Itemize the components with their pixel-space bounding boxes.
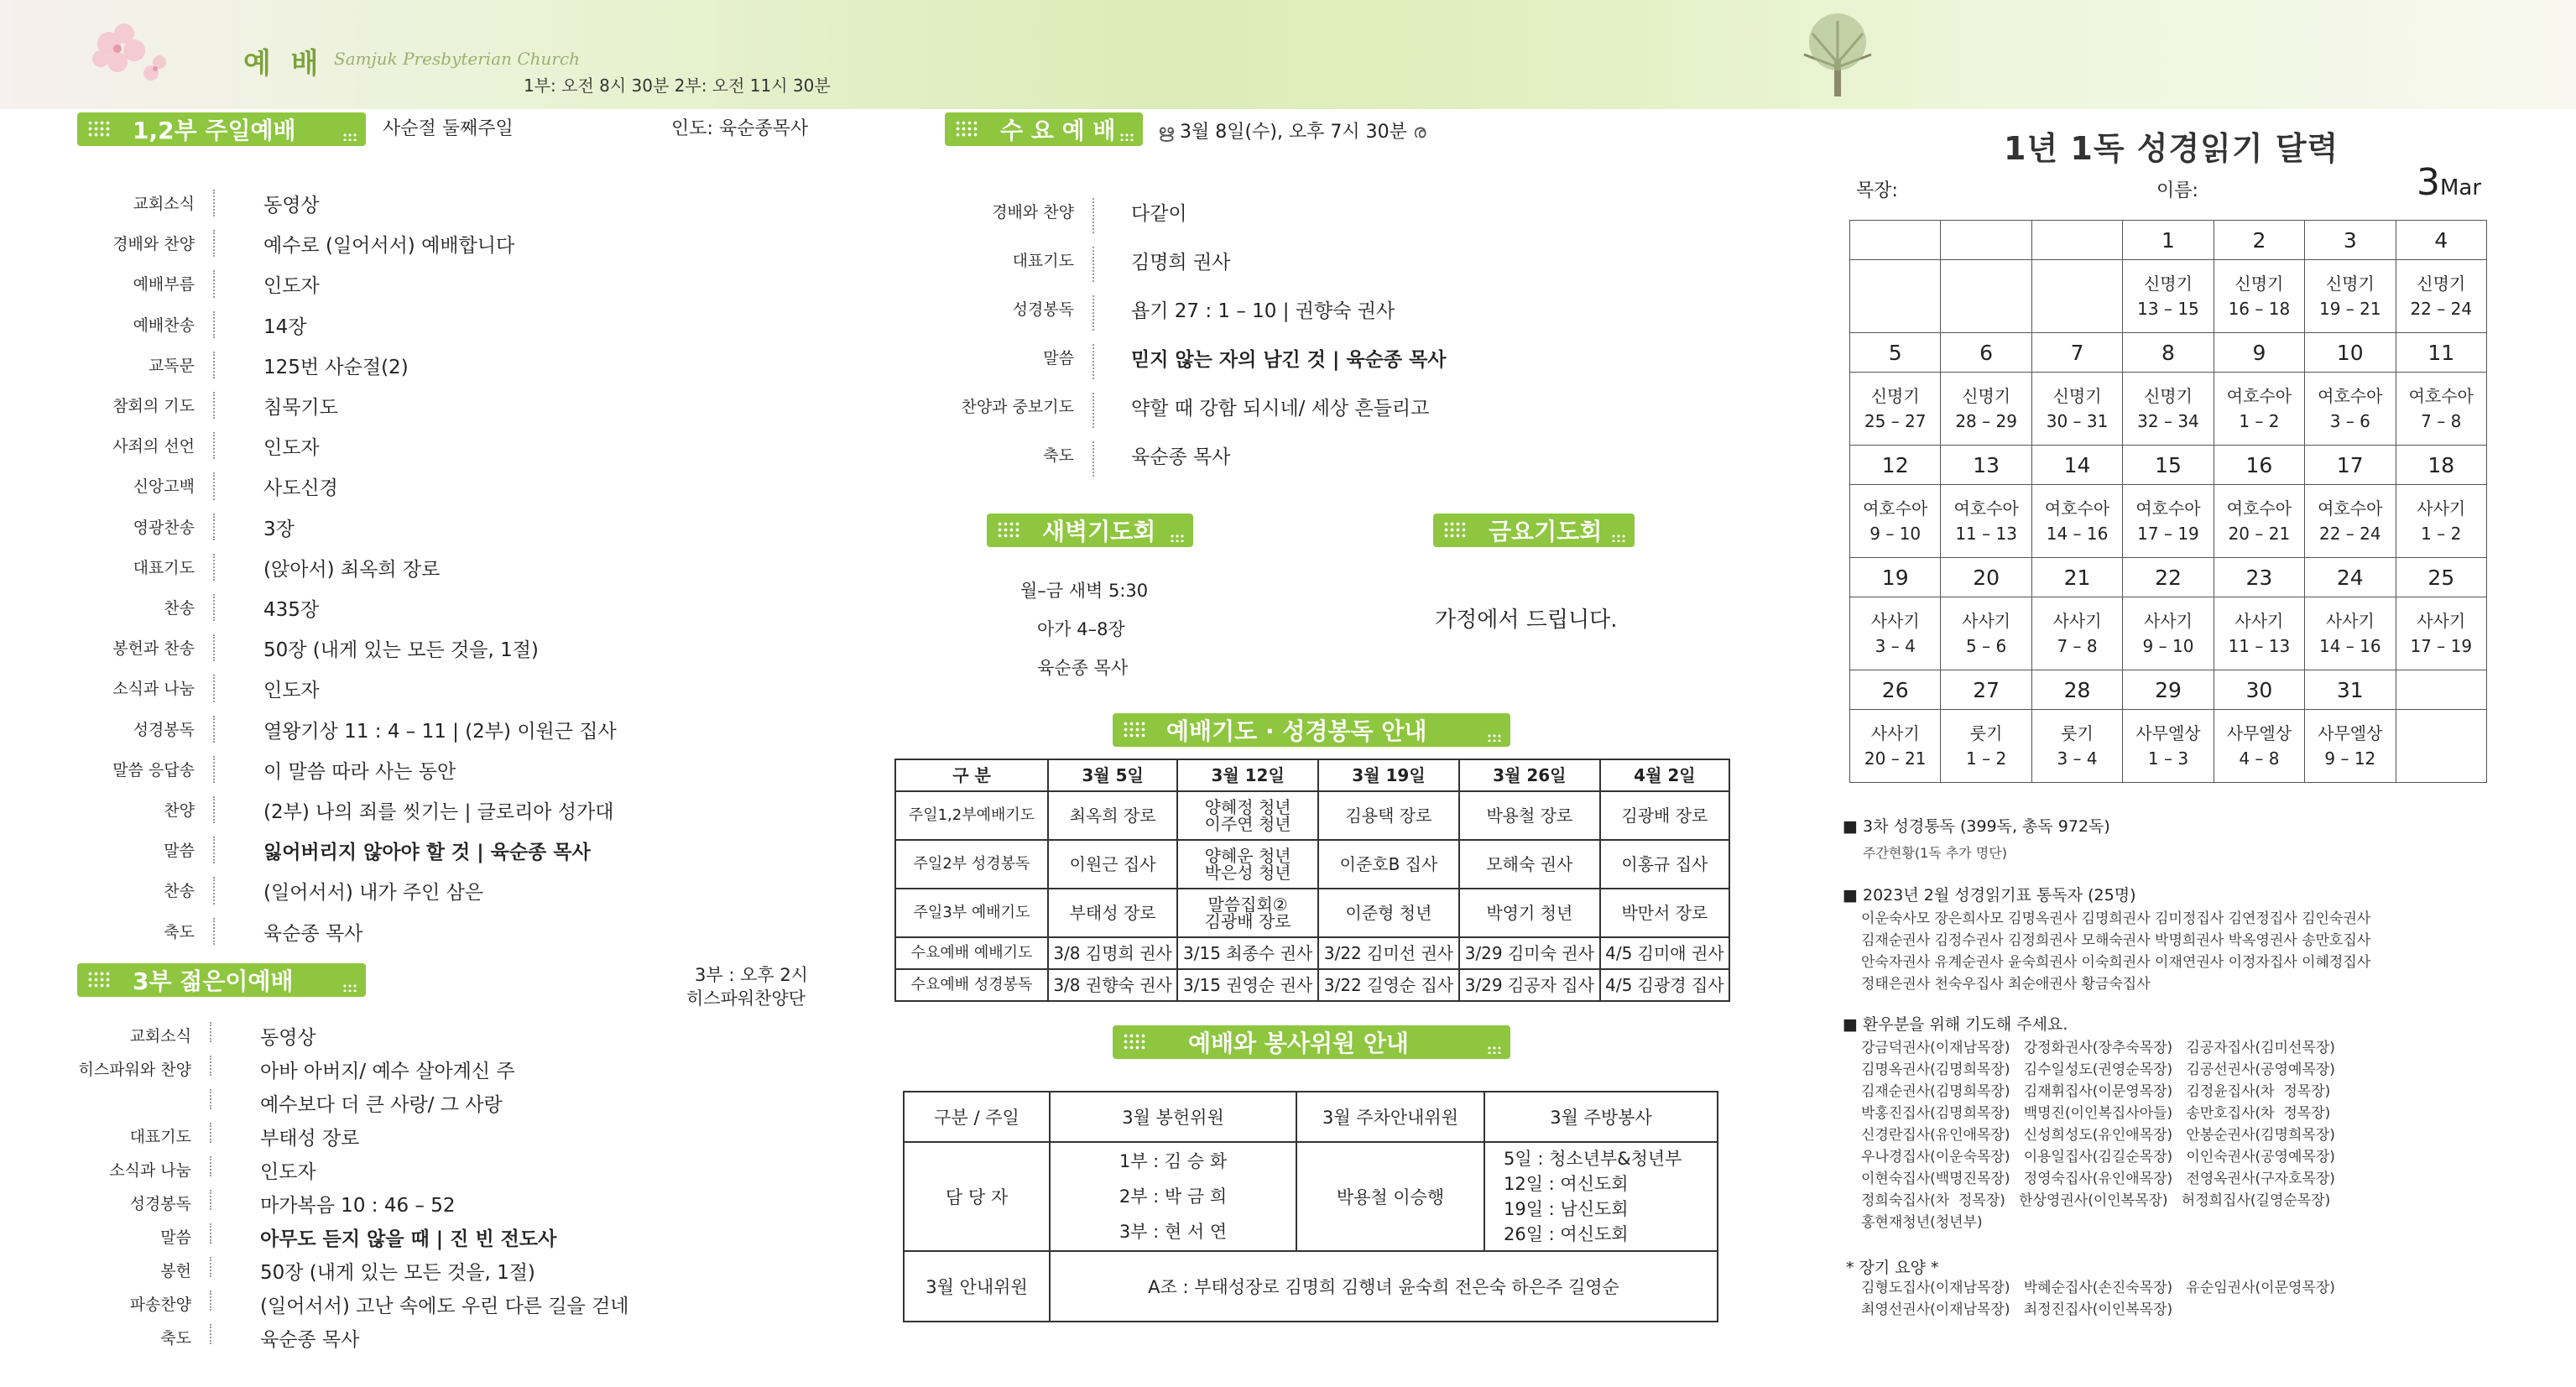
cal-day-4-1: 27: [1941, 670, 2031, 710]
kitchen-3: 19일 : 남신도회: [1504, 1199, 1629, 1219]
cal-day-4-6: [2396, 670, 2486, 710]
sunday-separator-9: [213, 554, 216, 581]
youth-value-4: 인도자: [260, 1161, 316, 1183]
sunday-label-3: 예배찬송: [133, 315, 195, 335]
sunday-value-12: 인도자: [263, 680, 320, 702]
friday-prayer-title: 금요기도회: [1433, 514, 1635, 547]
cal-reading-3-6: 사사기 17 – 19: [2396, 597, 2486, 670]
cal-reading-3-1: 사사기 5 – 6: [1941, 597, 2031, 670]
sunday-label-8: 영광찬송: [133, 518, 195, 537]
wed-separator-4: [1092, 393, 1096, 428]
sunday-value-2: 인도자: [263, 275, 320, 298]
tree-icon: [1787, 8, 1888, 101]
youth-separator-2: [210, 1089, 213, 1109]
notice-3: ■ 환우분을 위해 기도해 주세요.: [1843, 1015, 2068, 1034]
st-header-2: 3월 주차안내위원: [1296, 1092, 1484, 1142]
pt-header-1: 3월 5일: [1048, 759, 1177, 791]
pt-cell-2-4: 박영기 청년: [1459, 889, 1600, 937]
wed-separator-3: [1092, 344, 1096, 379]
sunday-label-13: 성경봉독: [133, 720, 195, 739]
dawn-prayer-title: 새벽기도회: [987, 514, 1193, 547]
pt-header-5: 4월 2일: [1600, 759, 1729, 791]
pt-cell-4-4: 3/29 김공자 집사: [1459, 969, 1600, 1001]
cal-day-2-0: 12: [1850, 446, 1941, 485]
pt-cell-0-2: 양혜정 청년 이주연 청년: [1177, 791, 1318, 840]
youth-choir: 히스파워찬양단: [686, 988, 806, 1009]
cal-reading-3-5: 사사기 14 – 16: [2305, 597, 2396, 670]
pt-cell-4-2: 3/15 권영순 권사: [1177, 969, 1318, 1001]
pt-cell-0-1: 최옥희 장로: [1048, 791, 1177, 840]
notice-2-list: 이운숙사모 장은희사모 김명옥권사 김명희권사 김미정집사 김연정집사 김인숙권사 김재순권사 김정수권사 김정희권사 모해숙권사 박명희권사 박옥영권사 송만호집사 안숙자권사 유계순권사 윤숙희권사 이숙희권사 이재연권사 이정자집사 이혜정집사 정태은권사 천숙우집사 최순애권사 황금숙집사: [1861, 910, 2371, 993]
sunday-service-title: 1,2부 주일예배: [77, 112, 366, 146]
cal-reading-4-6: [2396, 710, 2486, 783]
church-name-script: Samjuk Presbyterian Church: [334, 49, 581, 69]
sunday-value-16: 잃어버리지 않아야 할 것 | 육순종 목사: [263, 842, 591, 864]
notice-1: ■ 3차 성경통독 (399독, 총독 972독): [1843, 817, 2110, 836]
st-header-3: 3월 주방봉사: [1484, 1092, 1718, 1142]
pt-header-4: 3월 26일: [1459, 759, 1600, 791]
sunday-leader: 인도: 육순종목사: [671, 118, 809, 139]
cal-reading-1-5: 여호수아 3 – 6: [2305, 373, 2396, 446]
cal-reading-0-6: 신명기 22 – 24: [2396, 260, 2486, 333]
parish-label: 목장:: [1856, 180, 1898, 201]
sunday-value-0: 동영상: [263, 195, 320, 216]
cal-reading-3-3: 사사기 9 – 10: [2123, 597, 2214, 670]
youth-separator-4: [210, 1156, 213, 1176]
cal-reading-4-0: 사사기 20 – 21: [1850, 710, 1941, 783]
prayer-table-title: 예배기도 · 성경봉독 안내: [1113, 713, 1510, 747]
cal-day-0-6: 4: [2396, 221, 2486, 260]
youth-separator-8: [210, 1291, 213, 1311]
cal-day-4-2: 28: [2031, 670, 2122, 710]
st-header-1: 3월 봉헌위원: [1050, 1092, 1296, 1142]
cal-reading-2-2: 여호수아 14 – 16: [2031, 485, 2122, 558]
st-kitchen: [1484, 1142, 1718, 1251]
reading-calendar: [1849, 220, 2487, 783]
youth-service-title: 3부 젊은이예배: [77, 963, 366, 997]
youth-value-0: 동영상: [260, 1027, 316, 1049]
wed-value-2: 욥기 27 : 1 – 10 | 권향숙 권사: [1131, 300, 1395, 322]
cal-reading-1-0: 신명기 25 – 27: [1850, 373, 1941, 446]
wed-separator-0: [1092, 198, 1096, 233]
cal-reading-1-4: 여호수아 1 – 2: [2214, 373, 2304, 446]
cal-day-0-2: [2031, 221, 2122, 260]
sunday-value-15: (2부) 나의 죄를 씻기는 | 글로리아 성가대: [263, 801, 614, 823]
cal-day-3-4: 23: [2214, 558, 2304, 597]
youth-separator-6: [210, 1223, 213, 1244]
wed-label-2: 성경봉독: [1012, 300, 1074, 319]
wed-value-1: 김명희 권사: [1131, 252, 1231, 274]
kitchen-1: 5일 : 청소년부&청년부: [1504, 1149, 1682, 1169]
wed-label-3: 말씀: [1043, 349, 1074, 368]
sunday-separator-12: [213, 675, 216, 701]
sunday-label-4: 교독문: [148, 356, 195, 375]
wed-separator-1: [1092, 247, 1096, 282]
sunday-separator-4: [213, 352, 216, 378]
pt-header-0: 구 분: [895, 759, 1048, 791]
section-brand: 예 배: [243, 47, 324, 81]
calendar-title: 1년 1독 성경읽기 달력: [2004, 130, 2339, 167]
pt-cell-1-1: 이원근 집사: [1048, 840, 1177, 889]
cal-day-0-0: [1850, 221, 1941, 260]
ornament-right-icon: ര: [1406, 122, 1426, 143]
wednesday-when: ഋ 3월 8일(수), 오후 7시 30분 ര: [1158, 122, 1426, 143]
pt-cell-0-0: 주일1,2부예배기도: [895, 791, 1048, 840]
cal-day-0-4: 2: [2214, 221, 2304, 260]
youth-value-5: 마가복음 10 : 46 – 52: [260, 1195, 456, 1217]
cal-reading-0-2: [2031, 260, 2122, 333]
pt-cell-3-0: 수요예배 예배기도: [895, 937, 1048, 969]
youth-time: 3부 : 오후 2시: [695, 965, 808, 985]
cal-day-3-2: 21: [2031, 558, 2122, 597]
cal-reading-0-3: 신명기 13 – 15: [2123, 260, 2214, 333]
cal-reading-0-5: 신명기 19 – 21: [2305, 260, 2396, 333]
sunday-value-7: 사도신경: [263, 477, 338, 500]
cal-day-3-1: 20: [1941, 558, 2031, 597]
sunday-label-0: 교회소식: [133, 195, 195, 213]
youth-value-8: (일어서서) 고난 속에도 우린 다른 길을 걷네: [260, 1296, 629, 1317]
sunday-occasion: 사순절 둘째주일: [383, 118, 514, 139]
sunday-value-14: 이 말씀 따라 사는 동안: [263, 760, 456, 783]
cal-reading-3-2: 사사기 7 – 8: [2031, 597, 2122, 670]
cal-reading-2-0: 여호수아 9 – 10: [1850, 485, 1941, 558]
notice-1-sub: 주간현황(1독 추가 명단): [1863, 845, 2007, 861]
friday-text: 가정에서 드립니다.: [1435, 607, 1618, 633]
kitchen-2: 12일 : 여신도회: [1504, 1174, 1629, 1194]
notice-4-list: 김형도집사(이재남목장) 박혜순집사(손진숙목장) 유순임권사(이문영목장) 최영선권사(이재남목장) 최정진집사(이인복목장): [1861, 1280, 2335, 1318]
st-duty-label: 담 당 자: [904, 1142, 1050, 1251]
cal-reading-3-4: 사사기 11 – 13: [2214, 597, 2304, 670]
dawn-line-2: 아가 4–8장: [1037, 619, 1125, 639]
cal-day-1-0: 5: [1850, 333, 1941, 373]
cal-day-4-0: 26: [1850, 670, 1941, 710]
pt-cell-0-3: 김용택 장로: [1318, 791, 1459, 840]
sunday-label-12: 소식과 나눔: [112, 680, 195, 699]
pt-cell-0-4: 박용철 장로: [1459, 791, 1600, 840]
cal-day-1-1: 6: [1941, 333, 2031, 373]
pt-cell-2-1: 부태성 장로: [1048, 889, 1177, 937]
sunday-value-17: (일어서서) 내가 주인 삼은: [263, 882, 484, 905]
cal-day-4-5: 31: [2305, 670, 2396, 710]
sunday-value-18: 육순종 목사: [263, 922, 363, 945]
youth-value-9: 육순종 목사: [260, 1329, 360, 1351]
cal-day-2-5: 17: [2305, 446, 2396, 485]
sunday-separator-16: [213, 837, 216, 863]
cal-day-4-4: 30: [2214, 670, 2304, 710]
sunday-label-11: 봉헌과 찬송: [112, 639, 195, 659]
pt-cell-0-5: 김광배 장로: [1600, 791, 1729, 840]
pt-cell-3-4: 3/29 김미숙 권사: [1459, 937, 1600, 969]
sunday-separator-3: [213, 311, 216, 338]
cal-reading-1-2: 신명기 30 – 31: [2031, 373, 2122, 446]
service-table-title: 예배와 봉사위원 안내: [1113, 1025, 1510, 1059]
pt-cell-1-3: 이준호B 집사: [1318, 840, 1459, 889]
sunday-label-17: 찬송: [164, 882, 195, 901]
youth-separator-7: [210, 1257, 213, 1277]
cal-reading-2-3: 여호수아 17 – 19: [2123, 485, 2214, 558]
pt-cell-2-3: 이준형 청년: [1318, 889, 1459, 937]
pt-cell-3-2: 3/15 최종수 권사: [1177, 937, 1318, 969]
cal-day-3-0: 19: [1850, 558, 1941, 597]
sunday-label-9: 대표기도: [133, 558, 195, 577]
youth-separator-0: [210, 1022, 213, 1042]
youth-value-1: 아바 아버지/ 예수 살아계신 주: [260, 1061, 515, 1082]
pt-header-2: 3월 12일: [1177, 759, 1318, 791]
cal-day-2-3: 15: [2123, 446, 2214, 485]
cal-day-3-5: 24: [2305, 558, 2396, 597]
cal-reading-1-6: 여호수아 7 – 8: [2396, 373, 2486, 446]
pt-cell-3-3: 3/22 김미선 권사: [1318, 937, 1459, 969]
cal-day-2-1: 13: [1941, 446, 2031, 485]
cal-reading-0-4: 신명기 16 – 18: [2214, 260, 2304, 333]
wed-value-0: 다같이: [1131, 203, 1187, 225]
cal-reading-4-2: 룻기 3 – 4: [2031, 710, 2122, 783]
sunday-value-8: 3장: [263, 518, 295, 540]
pt-cell-4-3: 3/22 길영순 집사: [1318, 969, 1459, 1001]
cal-day-0-1: [1941, 221, 2031, 260]
youth-label-8: 파송찬양: [129, 1296, 191, 1314]
cal-day-2-2: 14: [2031, 446, 2122, 485]
sunday-value-3: 14장: [263, 315, 307, 338]
wed-label-5: 축도: [1043, 446, 1074, 465]
sunday-separator-10: [213, 594, 216, 621]
sunday-label-18: 축도: [164, 922, 195, 941]
cal-day-1-6: 11: [2396, 333, 2486, 373]
service-times: 1부: 오전 8시 30분 2부: 오전 11시 30분: [524, 76, 831, 96]
youth-label-6: 말씀: [160, 1228, 191, 1247]
sunday-value-10: 435장: [263, 599, 320, 621]
cal-day-0-5: 3: [2305, 221, 2396, 260]
youth-separator-3: [210, 1123, 213, 1143]
pt-cell-1-5: 이홍규 집사: [1600, 840, 1729, 889]
dawn-line-1: 월–금 새벽 5:30: [1020, 581, 1149, 601]
sunday-separator-0: [213, 190, 216, 216]
sunday-label-6: 사죄의 선언: [112, 437, 195, 456]
cal-day-1-5: 10: [2305, 333, 2396, 373]
sunday-separator-14: [213, 756, 216, 783]
sunday-separator-8: [213, 514, 216, 540]
pt-header-3: 3월 19일: [1318, 759, 1459, 791]
wednesday-service-title: 수 요 예 배: [945, 112, 1143, 146]
wed-separator-2: [1092, 295, 1096, 331]
cal-day-2-6: 18: [2396, 446, 2486, 485]
sunday-separator-18: [213, 918, 216, 945]
sunday-separator-17: [213, 877, 216, 904]
cherry-blossom-icon: [76, 10, 176, 102]
pt-cell-2-2: 말씀집회② 김광배 장로: [1177, 889, 1318, 937]
youth-label-5: 성경봉독: [129, 1195, 191, 1213]
youth-value-3: 부태성 장로: [260, 1128, 360, 1150]
sunday-label-5: 참회의 기도: [112, 397, 195, 415]
sunday-separator-5: [213, 392, 216, 419]
pt-cell-1-2: 양혜운 청년 박은성 청년: [1177, 840, 1318, 889]
pt-cell-2-0: 주일3부 예배기도: [895, 889, 1048, 937]
wed-label-0: 경배와 찬양: [992, 203, 1074, 222]
youth-label-7: 봉헌: [160, 1262, 191, 1280]
st-guide: A조 : 부태성장로 김명희 김행녀 윤숙희 전은숙 하은주 길영순: [1050, 1251, 1718, 1322]
cal-reading-0-0: [1850, 260, 1941, 333]
sunday-separator-6: [213, 432, 216, 459]
pt-cell-4-0: 수요예배 성경봉독: [895, 969, 1048, 1001]
dawn-line-3: 육순종 목사: [1037, 658, 1129, 678]
sunday-label-7: 신앙고백: [133, 477, 195, 497]
sunday-value-1: 예수로 (일어서서) 예배합니다: [263, 235, 515, 258]
cal-reading-2-6: 사사기 1 – 2: [2396, 485, 2486, 558]
cal-day-4-3: 29: [2123, 670, 2214, 710]
cal-reading-2-1: 여호수아 11 – 13: [1941, 485, 2031, 558]
kitchen-4: 26일 : 여신도회: [1504, 1224, 1629, 1244]
cal-day-3-6: 25: [2396, 558, 2486, 597]
calendar-month: 3Mar: [2417, 161, 2482, 204]
sunday-label-15: 찬양: [164, 801, 195, 820]
wed-label-1: 대표기도: [1012, 252, 1074, 270]
youth-label-4: 소식과 나눔: [109, 1161, 191, 1180]
youth-separator-9: [210, 1324, 213, 1344]
pt-cell-4-5: 4/5 김광경 집사: [1600, 969, 1729, 1001]
pt-cell-3-1: 3/8 김명희 권사: [1048, 937, 1177, 969]
cal-day-1-3: 8: [2123, 333, 2214, 373]
sunday-value-9: (앉아서) 최옥희 장로: [263, 558, 441, 581]
sunday-separator-11: [213, 634, 216, 661]
sunday-value-4: 125번 사순절(2): [263, 356, 409, 378]
sunday-value-5: 침묵기도: [263, 397, 338, 419]
cal-reading-2-4: 여호수아 20 – 21: [2214, 485, 2304, 558]
wed-value-4: 약할 때 강함 되시네/ 세상 흔들리고: [1131, 398, 1430, 420]
pt-cell-4-1: 3/8 권향숙 권사: [1048, 969, 1177, 1001]
pt-cell-2-5: 박만서 장로: [1600, 889, 1729, 937]
prayer-reading-table: [894, 759, 1730, 1002]
st-parking: 박용철 이승행: [1296, 1142, 1484, 1251]
cal-day-2-4: 16: [2214, 446, 2304, 485]
cal-reading-4-1: 룻기 1 – 2: [1941, 710, 2031, 783]
wed-value-5: 육순종 목사: [1131, 446, 1231, 468]
cal-reading-4-5: 사무엘상 9 – 12: [2305, 710, 2396, 783]
notice-4: * 장기 요양 *: [1846, 1259, 1939, 1277]
pt-cell-1-4: 모해숙 권사: [1459, 840, 1600, 889]
pt-cell-3-5: 4/5 김미애 권사: [1600, 937, 1729, 969]
youth-label-9: 축도: [160, 1329, 191, 1348]
cal-day-1-4: 9: [2214, 333, 2304, 373]
sunday-separator-7: [213, 472, 216, 499]
youth-separator-5: [210, 1190, 213, 1210]
youth-value-6: 아무도 듣지 않을 때 | 진 빈 전도사: [260, 1228, 557, 1250]
cal-day-3-3: 22: [2123, 558, 2214, 597]
cal-reading-1-1: 신명기 28 – 29: [1941, 373, 2031, 446]
notice-3-list: 강금덕권사(이재남목장) 강정화권사(장추숙목장) 김공자집사(김미선목장) 김명옥권사(김명희목장) 김수일성도(권영순목장) 김공선권사(공영예목장) 김재순권사(김명희목장) 김재휘집사(이문영목장) 김정윤집사(차 정목장) 박홍진집사(김명희목장) 백명진(이인복집사아들) 송만호집사(차 정목장) 신경란집사(유인애목장) 신성희성도(유인애목장) 안봉순권사(김명희목장) 우나경집사(이운숙목장) 이용일집사(김길순목장) 이인숙권사(공영예목장) 이현숙집사(백명진목장) 정영숙집사(유인애목장) 전영옥권사(구자호목장) 정희숙집사(차 정목장) 한상영권사(이인복목장) 허정희집사(길영순목장) 홍현재청년(청년부): [1861, 1040, 2335, 1231]
youth-separator-1: [210, 1056, 213, 1076]
cal-reading-3-0: 사사기 3 – 4: [1850, 597, 1941, 670]
offering-2: 2부 : 박 금 희: [1119, 1186, 1228, 1207]
youth-value-2: 예수보다 더 큰 사랑/ 그 사랑: [260, 1094, 503, 1116]
youth-value-7: 50장 (내게 있는 모든 것을, 1절): [260, 1262, 535, 1284]
sunday-label-2: 예배부름: [133, 275, 195, 295]
st-offering: [1050, 1142, 1296, 1251]
notice-2: ■ 2023년 2월 성경읽기표 통독자 (25명): [1843, 886, 2136, 905]
pt-cell-1-0: 주일2부 성경봉독: [895, 840, 1048, 889]
name-label: 이름:: [2156, 180, 2198, 201]
sunday-separator-1: [213, 230, 216, 257]
ornament-left-icon: ഋ: [1158, 122, 1181, 143]
youth-label-3: 대표기도: [129, 1128, 191, 1146]
sunday-separator-15: [213, 796, 216, 823]
cal-reading-0-1: [1941, 260, 2031, 333]
sunday-separator-2: [213, 270, 216, 297]
wed-value-3: 믿지 않는 자의 남긴 것 | 육순종 목사: [1131, 349, 1447, 371]
cal-reading-4-4: 사무엘상 4 – 8: [2214, 710, 2304, 783]
sunday-value-11: 50장 (내게 있는 모든 것을, 1절): [263, 639, 539, 662]
cal-reading-4-3: 사무엘상 1 – 3: [2123, 710, 2214, 783]
cal-day-0-3: 1: [2123, 221, 2214, 260]
offering-1: 1부 : 김 승 화: [1119, 1151, 1228, 1171]
sunday-label-10: 찬송: [164, 599, 195, 618]
sunday-label-14: 말씀 응답송: [112, 760, 195, 780]
sunday-label-16: 말씀: [164, 842, 195, 861]
wed-label-4: 찬양과 중보기도: [961, 398, 1074, 416]
sunday-value-13: 열왕기상 11 : 4 – 11 | (2부) 이원근 집사: [263, 720, 617, 743]
wed-separator-5: [1092, 441, 1096, 477]
cal-reading-1-3: 신명기 32 – 34: [2123, 373, 2214, 446]
sunday-separator-13: [213, 716, 216, 743]
youth-label-1: 히스파워와 찬양: [78, 1061, 191, 1079]
service-volunteer-table: [903, 1091, 1718, 1322]
sunday-value-6: 인도자: [263, 437, 320, 460]
offering-3: 3부 : 현 서 연: [1119, 1222, 1228, 1242]
st-guide-label: 3월 안내위원: [904, 1251, 1050, 1322]
sunday-label-1: 경배와 찬양: [112, 235, 195, 254]
cal-reading-2-5: 여호수아 22 – 24: [2305, 485, 2396, 558]
cal-day-1-2: 7: [2031, 333, 2122, 373]
youth-label-0: 교회소식: [129, 1027, 191, 1045]
st-header-0: 구분 / 주일: [904, 1092, 1050, 1142]
